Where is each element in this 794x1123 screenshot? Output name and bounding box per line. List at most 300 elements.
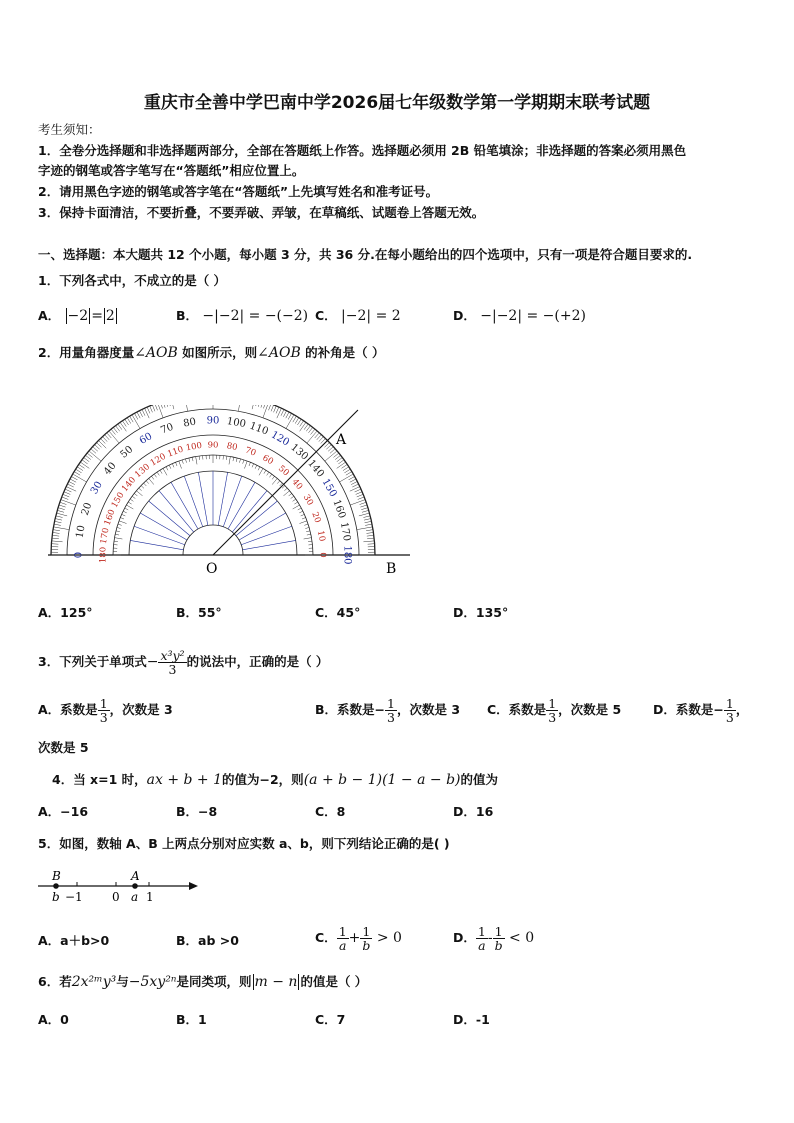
outer-scale-label: 140 xyxy=(305,458,326,480)
outer-scale-label: 80 xyxy=(182,416,197,430)
inner-tick xyxy=(293,499,296,501)
inner-tick xyxy=(144,483,147,486)
outer-tick xyxy=(70,479,76,482)
radial-line xyxy=(159,491,194,532)
outer-tick xyxy=(67,484,73,487)
inner-scale-label: 20 xyxy=(309,510,323,525)
outer-tick xyxy=(306,426,310,432)
outer-tick xyxy=(120,422,126,431)
outer-tick xyxy=(261,405,263,408)
inner-tick xyxy=(272,476,274,479)
outer-scale-label: 30 xyxy=(89,479,105,497)
inner-scale-label: 70 xyxy=(243,445,258,459)
outer-tick xyxy=(297,419,301,425)
outer-tick xyxy=(343,467,349,471)
inner-tick xyxy=(291,496,294,498)
inner-tick xyxy=(249,462,250,466)
outer-tick xyxy=(116,426,120,432)
outer-tick xyxy=(317,435,322,440)
inner-tick xyxy=(306,531,310,532)
outer-tick xyxy=(71,476,77,479)
radial-line xyxy=(241,526,292,544)
inner-tick xyxy=(272,478,277,484)
outer-tick xyxy=(147,407,150,413)
outer-tick xyxy=(122,421,126,427)
inner-tick xyxy=(117,527,121,528)
inner-tick xyxy=(166,467,168,471)
inner-scale-label: 100 xyxy=(185,440,203,454)
inner-scale-label: 30 xyxy=(300,493,315,508)
outer-tick xyxy=(351,481,357,484)
outer-scale-label: 100 xyxy=(225,415,247,431)
outer-tick xyxy=(163,405,165,408)
inner-tick xyxy=(189,458,190,462)
outer-tick xyxy=(304,424,308,430)
label-B: B xyxy=(52,869,61,883)
outer-scale-label: 110 xyxy=(247,420,270,438)
inner-scale-label: 140 xyxy=(120,475,139,495)
outer-scale-label: 70 xyxy=(159,421,176,437)
outer-tick xyxy=(69,481,75,484)
point-b-dot xyxy=(53,883,59,889)
inner-scale-label: 40 xyxy=(289,477,305,492)
outer-scale-label: 10 xyxy=(74,524,88,539)
outer-tick xyxy=(118,424,122,430)
inner-tick xyxy=(199,456,200,460)
outer-tick xyxy=(139,411,142,417)
outer-tick xyxy=(55,521,62,522)
inner-tick xyxy=(258,467,260,471)
outer-tick xyxy=(352,484,358,487)
outer-tick xyxy=(337,462,346,468)
outer-tick xyxy=(130,416,134,422)
q4-option-c: C．8 xyxy=(315,804,346,819)
outer-tick xyxy=(346,472,352,476)
inner-tick xyxy=(116,531,120,532)
outer-tick xyxy=(349,476,355,479)
notice-item-1: 1．全卷分选择题和非选择题两部分，全部在答题纸上作答。选择题必须用 2B 铅笔填涂；非选择题的答案必须用黑色 xyxy=(38,143,687,158)
outer-tick xyxy=(100,438,105,443)
outer-tick xyxy=(319,437,324,442)
inner-tick xyxy=(264,470,266,473)
inner-scale-label: 50 xyxy=(276,463,291,479)
outer-tick xyxy=(171,405,174,409)
q2-option-b: B．55° xyxy=(176,605,222,620)
outer-scale-label: 130 xyxy=(288,442,310,463)
outer-tick xyxy=(125,419,129,425)
outer-tick xyxy=(269,405,272,410)
outer-tick xyxy=(168,405,170,406)
inner-tick xyxy=(132,496,135,498)
point-a-dot xyxy=(132,883,138,889)
inner-tick xyxy=(169,465,171,469)
outer-tick xyxy=(311,429,315,434)
radial-line xyxy=(198,472,207,525)
outer-tick xyxy=(361,508,368,510)
outer-tick xyxy=(357,527,373,530)
outer-tick xyxy=(103,437,108,442)
outer-tick xyxy=(79,464,85,468)
outer-tick xyxy=(276,407,279,413)
question-1-stem: 1．下列各式中，不成立的是（ ） xyxy=(38,273,227,288)
inner-tick xyxy=(139,488,142,491)
q3-option-d: D．系数是− $\frac{1}{3}$ ， xyxy=(653,696,749,725)
q6-option-b: B．1 xyxy=(176,1012,207,1027)
outer-tick xyxy=(150,406,153,412)
inner-tick xyxy=(294,502,297,504)
outer-tick xyxy=(80,462,89,468)
q5-option-b: B．ab >0 xyxy=(176,933,239,948)
outer-tick xyxy=(91,449,96,454)
notice-item-3: 3．保持卡面清洁，不要折叠，不要弄破、弄皱，在草稿纸、试题卷上答题无效。 xyxy=(38,205,485,220)
inner-tick xyxy=(283,491,289,496)
outer-tick xyxy=(152,405,155,411)
outer-tick xyxy=(134,413,137,419)
q4-option-a: A．−16 xyxy=(38,804,89,819)
inner-tick xyxy=(122,514,126,516)
q1-option-b: B． −|−2| = −(−2) xyxy=(176,308,309,324)
outer-tick xyxy=(105,435,110,440)
outer-scale-label: 170 xyxy=(337,521,353,543)
notice-heading: 考生须知： xyxy=(38,122,101,137)
outer-tick xyxy=(155,405,158,410)
label-neg1: −1 xyxy=(65,890,83,904)
outer-tick xyxy=(286,415,294,429)
label-A: A xyxy=(131,869,140,883)
outer-tick xyxy=(350,500,365,505)
outer-tick xyxy=(107,433,112,438)
radial-line xyxy=(171,482,198,529)
inner-tick xyxy=(299,521,307,524)
inner-tick xyxy=(157,472,159,475)
outer-tick xyxy=(360,502,367,504)
outer-tick xyxy=(358,497,365,500)
inner-tick xyxy=(126,505,133,509)
outer-tick xyxy=(127,418,131,424)
outer-tick xyxy=(258,405,260,407)
outer-scale-label: 120 xyxy=(268,429,292,449)
outer-tick xyxy=(274,406,277,412)
inner-scale-label: 170 xyxy=(98,527,112,545)
inner-tick xyxy=(182,460,183,464)
radial-line xyxy=(218,472,227,525)
inner-tick xyxy=(134,493,137,495)
outer-tick xyxy=(52,535,59,536)
inner-tick xyxy=(304,524,308,525)
inner-tick xyxy=(269,474,271,477)
q6-option-a: A．0 xyxy=(38,1012,69,1027)
inner-tick xyxy=(120,518,124,519)
outer-tick xyxy=(367,535,374,536)
q6-option-c: C．7 xyxy=(315,1012,346,1027)
outer-tick xyxy=(113,427,117,433)
point-o-label: O xyxy=(206,561,218,577)
outer-tick xyxy=(142,409,145,415)
outer-tick xyxy=(283,411,286,417)
outer-tick xyxy=(56,516,63,518)
outer-tick xyxy=(59,505,66,507)
notice-item-1-cont: 字迹的钢笔或答字笔写在“答题纸”相应位置上。 xyxy=(38,163,305,178)
inner-tick xyxy=(123,511,127,513)
outer-tick xyxy=(286,412,289,418)
inner-tick xyxy=(233,457,234,461)
inner-tick xyxy=(244,461,247,469)
inner-tick xyxy=(289,493,292,495)
outer-tick xyxy=(132,415,140,429)
inner-tick xyxy=(196,457,197,465)
outer-tick xyxy=(339,474,353,482)
outer-tick xyxy=(271,405,274,411)
outer-tick xyxy=(300,422,306,431)
outer-tick xyxy=(365,521,372,522)
page-title: 重庆市全善中学巴南中学2026届七年级数学第一学期期末联考试题 xyxy=(143,93,651,113)
outer-tick xyxy=(55,519,62,521)
q1-option-a: A． −2 = 2 xyxy=(38,308,115,324)
outer-scale-label: 90 xyxy=(206,415,220,427)
outer-scale-label: 40 xyxy=(102,460,119,478)
number-line xyxy=(38,868,203,908)
outer-tick xyxy=(87,453,92,457)
outer-tick xyxy=(363,541,374,542)
inner-tick xyxy=(115,538,123,539)
inner-tick xyxy=(141,486,144,489)
outer-tick xyxy=(57,513,68,516)
outer-tick xyxy=(57,510,64,512)
radial-line xyxy=(223,476,241,527)
q1-option-d: D． −|−2| = −(+2) xyxy=(453,308,586,324)
section-heading: 一、选择题：本大题共 12 个小题，每小题 3 分，共 36 分.在每小题给出的四个选项中，只有一项是符合题目要求的. xyxy=(38,247,693,262)
outer-scale-label: 50 xyxy=(118,444,136,461)
inner-scale-label: 0 xyxy=(317,552,328,558)
inner-tick xyxy=(185,459,186,463)
radial-line xyxy=(149,501,190,536)
inner-scale-label: 180 xyxy=(98,546,109,564)
outer-tick xyxy=(366,530,373,531)
outer-tick xyxy=(60,502,67,504)
center-arc xyxy=(183,525,243,555)
outer-tick xyxy=(263,405,265,408)
outer-tick xyxy=(73,474,87,482)
outer-tick xyxy=(58,508,65,510)
outer-tick xyxy=(54,524,61,525)
inner-tick xyxy=(114,541,118,542)
q1-option-c: C． |−2| = 2 xyxy=(315,308,401,324)
inner-tick xyxy=(176,462,177,466)
outer-tick xyxy=(326,445,331,450)
outer-tick xyxy=(52,538,59,539)
outer-tick xyxy=(85,455,91,459)
outer-tick xyxy=(84,458,90,462)
outer-tick xyxy=(252,405,255,409)
outer-tick xyxy=(359,513,370,516)
radial-line xyxy=(243,540,296,549)
inner-tick xyxy=(172,464,174,468)
outer-tick xyxy=(64,492,70,495)
q4-option-b: B．−8 xyxy=(176,804,218,819)
outer-scale-label: 160 xyxy=(330,498,348,521)
q2-option-c: C．45° xyxy=(315,605,361,620)
inner-scale-label: 110 xyxy=(166,444,185,460)
inner-tick xyxy=(149,478,154,484)
protractor-figure xyxy=(48,405,418,580)
inner-tick xyxy=(259,468,263,475)
radial-line xyxy=(140,513,187,540)
inner-scale-label: 150 xyxy=(109,490,127,510)
label-zero: 0 xyxy=(112,890,120,904)
radial-line xyxy=(239,513,286,540)
q3-option-a: A．系数是 $\frac{1}{3}$ ，次数是 3 xyxy=(38,696,173,725)
outer-tick xyxy=(328,447,333,452)
q5-option-a: A．a＋b>0 xyxy=(38,933,110,948)
inner-tick xyxy=(243,460,244,464)
question-5-stem: 5．如图，数轴 A、B 上两点分别对应实数 a、b，则下列结论正确的是( ) xyxy=(38,836,450,851)
outer-tick xyxy=(74,472,80,476)
outer-tick xyxy=(295,418,299,424)
inner-tick xyxy=(192,457,193,461)
label-a: a xyxy=(131,890,139,904)
question-2-stem: 2．用量角器度量∠AOB 如图所示，则∠AOB 的补角是（ ） xyxy=(38,345,385,361)
outer-tick xyxy=(82,460,88,464)
inner-scale-label: 10 xyxy=(314,529,327,543)
outer-tick xyxy=(342,464,348,468)
outer-tick xyxy=(53,530,60,531)
inner-tick xyxy=(267,472,269,475)
outer-scale-label: 20 xyxy=(79,501,95,518)
outer-tick xyxy=(355,489,361,492)
inner-tick xyxy=(125,508,129,510)
outer-tick xyxy=(62,497,69,500)
outer-tick xyxy=(166,405,168,407)
outer-tick xyxy=(300,421,304,427)
radial-line xyxy=(134,526,185,544)
label-one: 1 xyxy=(146,890,154,904)
outer-scale-label: 180 xyxy=(341,545,353,565)
inner-tick xyxy=(229,457,230,465)
inner-tick xyxy=(236,458,237,462)
inner-tick xyxy=(293,505,300,509)
inner-tick xyxy=(179,461,182,469)
outer-tick xyxy=(356,492,362,495)
question-6-stem: 6．若2x²ᵐy³与−5xy²ⁿ是同类项，则 m − n 的值是（ ） xyxy=(38,974,368,990)
outer-tick xyxy=(238,405,241,411)
outer-tick xyxy=(61,500,76,505)
outer-tick xyxy=(337,458,343,462)
q6-option-d: D．-1 xyxy=(453,1012,490,1027)
notice-item-2: 2．请用黑色字迹的钢笔或答字笔在“答题纸”上先填写姓名和准考证号。 xyxy=(38,184,439,199)
outer-tick xyxy=(335,455,341,459)
outer-tick xyxy=(53,527,69,530)
inner-tick xyxy=(128,502,131,504)
outer-tick xyxy=(52,541,63,542)
outer-tick xyxy=(366,532,373,533)
outer-scale-label: 60 xyxy=(137,431,155,447)
outer-tick xyxy=(360,505,367,507)
inner-tick xyxy=(277,481,280,484)
radial-line xyxy=(236,501,277,536)
outer-tick xyxy=(330,449,335,454)
outer-tick xyxy=(350,479,356,482)
outer-tick xyxy=(315,433,320,438)
inner-tick xyxy=(298,508,302,510)
outer-tick xyxy=(77,467,83,471)
outer-tick xyxy=(256,405,258,406)
inner-tick xyxy=(239,459,240,463)
inner-tick xyxy=(130,499,133,501)
inner-tick xyxy=(146,481,149,484)
q3-option-d-cont: 次数是 5 xyxy=(38,740,89,755)
outer-tick xyxy=(281,409,284,415)
inner-scale-label: 60 xyxy=(260,453,275,468)
question-3-stem: 3．下列关于单项式− $\frac{\text{x³y²}}{3}$ 的说法中，正确的是（ ） xyxy=(38,648,329,677)
inner-tick xyxy=(136,491,142,496)
outer-tick xyxy=(96,442,101,447)
outer-tick xyxy=(293,416,297,422)
q5-option-c: C． $\frac{1}{a}$ + $\frac{1}{b}$ > 0 xyxy=(315,924,402,953)
outer-tick xyxy=(364,519,371,521)
point-a-label: A xyxy=(336,432,347,448)
outer-tick xyxy=(65,489,71,492)
outer-tick xyxy=(308,427,312,433)
q5-option-d: D． $\frac{1}{a}$ - $\frac{1}{b}$ < 0 xyxy=(453,924,535,953)
inner-tick xyxy=(305,527,309,528)
inner-tick xyxy=(301,514,305,516)
inner-scale-label: 160 xyxy=(102,508,118,527)
inner-tick xyxy=(299,511,303,513)
inner-scale-label: 90 xyxy=(207,440,219,451)
question-4-stem: 4．当 x=1 时，ax + b + 1的值为−2，则(a + b − 1)(1 − a − b)的值为 xyxy=(52,772,499,788)
radial-line xyxy=(232,491,267,532)
outer-tick xyxy=(344,469,350,473)
q2-option-d: D．135° xyxy=(453,605,509,620)
inner-scale-label: 120 xyxy=(148,451,168,469)
q2-option-a: A．125° xyxy=(38,605,93,620)
inner-tick xyxy=(307,534,311,535)
inner-tick xyxy=(163,468,167,475)
point-b-label: B xyxy=(386,561,397,577)
outer-tick xyxy=(363,516,370,518)
outer-tick xyxy=(63,494,69,497)
radial-line xyxy=(228,482,255,529)
outer-tick xyxy=(95,445,100,450)
q3-option-b: B．系数是− $\frac{1}{3}$ ，次数是 3 xyxy=(315,696,461,725)
outer-tick xyxy=(367,538,374,539)
outer-tick xyxy=(185,405,188,411)
inner-tick xyxy=(154,474,156,477)
outer-scale-label: 150 xyxy=(319,476,339,500)
inner-tick xyxy=(151,476,153,479)
outer-tick xyxy=(111,429,115,434)
inner-tick xyxy=(119,521,127,524)
axis-arrow-icon xyxy=(189,882,198,890)
outer-tick xyxy=(98,440,106,448)
inner-tick xyxy=(304,538,312,539)
label-b: b xyxy=(52,890,60,904)
outer-tick xyxy=(76,469,82,473)
inner-tick xyxy=(226,456,227,460)
inner-tick xyxy=(118,524,122,525)
protractor xyxy=(48,405,410,565)
inner-tick xyxy=(252,464,254,468)
outer-tick xyxy=(338,460,344,464)
inner-tick xyxy=(308,541,312,542)
radial-line xyxy=(130,540,183,549)
outer-tick xyxy=(137,412,140,418)
inner-tick xyxy=(255,465,257,469)
inner-tick xyxy=(284,488,287,491)
inner-tick xyxy=(302,518,306,519)
outer-tick xyxy=(288,413,291,419)
q4-option-d: D．16 xyxy=(453,804,494,819)
